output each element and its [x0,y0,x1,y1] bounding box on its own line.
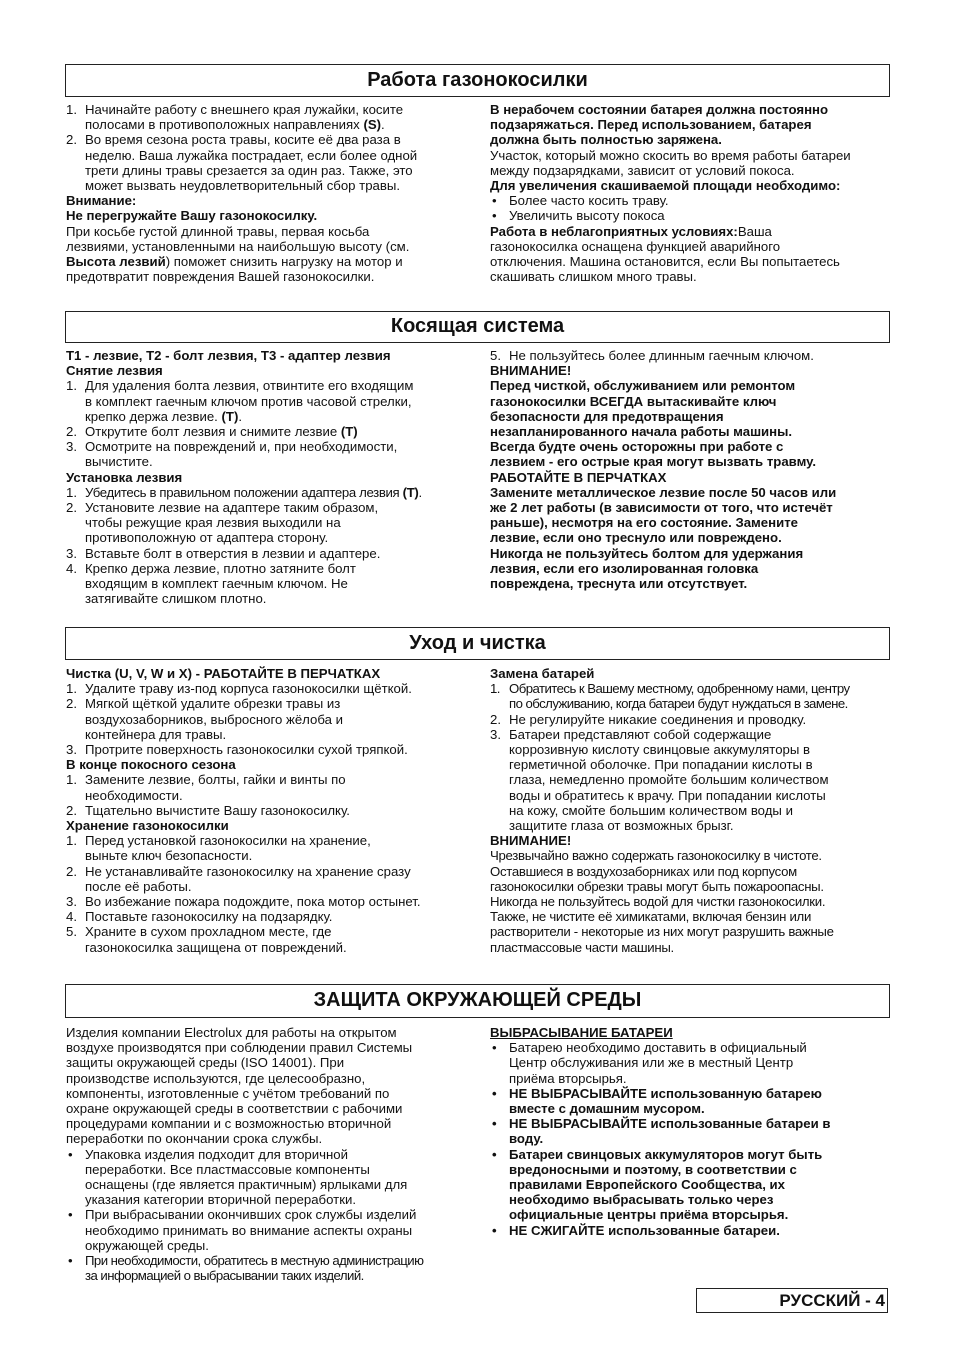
bullet-item: • Батареи свинцовых аккумуляторов могут быть вредоносными и поэтому, в соответствии с правилами Европейского Сообщества, их необходимо выбрасывать только через официальные центры приёма вторсырья. [492,1146,823,1223]
bullet-item: • Упаковка изделия подходит для вторичной переработки. Все пластмассовые компоненты оснащены (где является практичным) ярлыками для указания категории вторичной переработки. [68,1146,408,1208]
list-item: 2. Мягкой щёткой удалите обрезки травы из воздухозаборников, выбросного жёлоба и контейнера для травы. [66,696,343,742]
s4-right-column [490,1025,890,1238]
bullet-item: • Увеличить высоту покоса [492,208,665,224]
warning-subtitle: Не перегружайте Вашу газонокосилку. [66,208,318,224]
list-item: 3. Протрите поверхность газонокосилки сухой тряпкой. [66,742,408,758]
list-item: 3. Батареи представляют собой содержащие коррозивную кислоту свинцовые аккумуляторы в герметичной оболочке. При попадании кислоты в глаза, немедленно промойте большим количеством воды и обратитесь к врачу. При попадании кислоты на кожу, смойте большим количеством воды и защитите глаза от возможных брызг. [490,726,829,834]
list-item: 2. Тщательно вычистите Вашу газонокосилку. [66,802,350,818]
s4-left-column: Изделия компании Electrolux для работы на открытом воздухе производятся при соблюдении правил Системы защиты окружающей среды (ISO 14001). При производстве используются, где целесообразно, компоненты, изготовленные с учётом требований по охране окружающей среды в соответствии с рабочими процедурами компании и с возможностью вторичной переработки по окончании срока службы. • Упаковка изделия подходит для вторичной переработки. Все пластмассовые компоненты оснащены (где является практичным) ярлыками для указания категории вторичной переработки. • При выбрасывании окончивших срок службы изделий необходимо принимать во внимание аспекты охраны окружающей среды. • При необходимости, обратитесь в местную администрацию за информацией о выбрасывании таких изделий. [66,1025,476,1283]
list-item: 2. Открутите болт лезвия и снимите лезвие (T) [66,424,358,440]
bullet-item: • При необходимости, обратитесь в местную администрацию за информацией о выбрасывании таких изделий. [68,1253,424,1284]
bullet-item: • НЕ ВЫБРАСЫВАЙТЕ использованную батарею вместе с домашним мусором. [492,1085,822,1117]
bullet-item: • Батарею необходимо доставить в официальный Центр обслуживания или же в местный Центр приёма вторсырья. [492,1040,807,1086]
list-item: 5. Не пользуйтесь более длинным гаечным ключом. [490,348,814,363]
list-item: 4. Крепко держа лезвие, плотно затяните болт входящим в комплект гаечным ключом. Не затягивайте слишком плотно. [66,560,356,607]
list-item: 1. Убедитесь в правильном положении адаптера лезвия (T). [66,484,422,500]
section-heading-mower-operation: Работа газонокосилки [65,64,890,97]
section-heading-environment: ЗАЩИТА ОКРУЖАЮЩЕЙ СРЕДЫ [65,984,890,1018]
s1-right-column: В нерабочем состоянии батарея должна постоянно подзаряжаться. Перед использованием, батарея должна быть полностью заряжена. Участок, который можно скосить во время работы батареи между подзарядками, зависит от условий покоса. Для увеличения скашиваемой площади необходимо: • Более часто косить траву. • Увеличить высоту покоса Работа в неблагоприятных условиях:Ваша газонокосилка оснащена функцией аварийного отключения. Машина остановится, если Вы попытаетесь скашивать слишком много травы. [490,102,890,284]
list-item: 1. Перед установкой газонокосилки на хранение, выньте ключ безопасности. [66,833,371,864]
bullet-item: • При выбрасывании окончивших срок службы изделий необходимо принимать во внимание аспекты охраны окружающей среды. [68,1207,417,1253]
list-item: 1. Замените лезвие, болты, гайки и винты по необходимости. [66,772,346,803]
s3-left-column: Чистка (U, V, W и X) - РАБОТАЙТЕ В ПЕРЧАТКАХ 1. Удалите траву из-под корпуса газонокосилки щёткой. 2. Мягкой щёткой удалите обрезки травы из воздухозаборников, выбросного жёлоба и контейнера для травы. 3. Протрите поверхность газонокосилки сухой тряпкой. В конце покосного сезона 1. Замените лезвие, болты, гайки и винты по необходимости. 2. Тщательно вычистите Вашу газонокосилку. Хранение газонокосилки 1. Перед установкой газонокосилки на хранение, выньте ключ безопасности. 2. Не устанавливайте газонокосилку на хранение сразу после её работы. 3. Во избежание пожара подождите, пока мотор остынет. 4. Поставьте газонокосилку на подзарядку. 5. Храните в сухом прохладном месте, где газонокосилка защищена от повреждений. [66,666,476,955]
s1-left-column: 1. Начинайте работу с внешнего края лужайки, косите полосами в противоположных направлениях (S). 2. Во время сезона роста травы, косите её два раза в неделю. Ваша лужайка пострадает, если более одной трети длины травы срезается за один раз. Также, это может вызвать неудовлетворительный сбор травы. Внимание: Не перегружайте Вашу газонокосилку. При косьбе густой длинной травы, первая косьба лезвиями, установленными на наибольшую высоту (см. Высота лезвий) поможет снизить нагрузку на мотор и предотвратит повреждения Вашей газонокосилки. [66,102,476,284]
battery-disposal-title: ВЫБРАСЫВАНИЕ БАТАРЕИ [490,1025,673,1040]
section-heading-cutting-system: Косящая система [65,311,890,343]
list-item: 1. Удалите траву из-под корпуса газонокосилки щёткой. [66,681,412,697]
s2-left-column: T1 - лезвие, T2 - болт лезвия, T3 - адаптер лезвия Снятие лезвия 1. Для удаления болта лезвия, отвинтите его входящим в комплект гаечным ключом против часовой стрелки, крепко держа лезвие. (T). 2. Открутите болт лезвия и снимите лезвие (T) 3. Осмотрите на повреждений и, при необходимости, вычистите. Установка лезвия 1. Убедитесь в правильном положении адаптера лезвия (T). 2. Установите лезвие на адаптере таким образом, чтобы режущие края лезвия выходили на противоположную от адаптера сторону. 3. Вставьте болт в отверстия в лезвии и адаптере. 4. Крепко держа лезвие, плотно затяните болт входящим в комплект гаечным ключом. Не затягивайте слишком плотно. [66,348,476,606]
list-item: 3. Осмотрите на повреждений и, при необходимости, вычистите. [66,439,398,470]
list-item: 2. Во время сезона роста травы, косите её два раза в неделю. Ваша лужайка пострадает, если более одной трети длины травы срезается за один раз. Также, это может вызвать неудовлетворительный сбор травы. [66,132,418,194]
bullet-item: • Более часто косить траву. [492,193,669,209]
s3-right-column: Замена батарей 1. Обратитесь к Вашему местному, одобренному нами, центру по обслуживанию, когда батареи будут нуждаться в замене. 2. Не регулируйте никакие соединения и проводку. 3. Батареи представляют собой содержащие коррозивную кислоту свинцовые аккумуляторы в герметичной оболочке. При попадании кислоты в глаза, немедленно промойте большим количеством воды и обратитесь к врачу. При попадании кислоты на кожу, смойте большим количеством воды и защитите глаза от возможных брызг. ВНИМАНИЕ! Чрезвычайно важно содержать газонокосилку в чистоте. Оставшиеся в воздухозаборниках или под корпусом газонокосилки обрезки травы могут быть пожароопасны. Никогда не пользуйтесь водой для чистки газонокосилки. Также, не чистите её химикатами, включая бензин или растворители - некоторые из них могут разрушить важные пластмассовые части машины. [490,666,890,955]
page-footer-label: РУССКИЙ - 4 [696,1288,888,1313]
list-item: 2. Не регулируйте никакие соединения и проводку. [490,711,807,727]
list-item: 4. Поставьте газонокосилку на подзарядку. [66,909,333,925]
warning-title: Внимание: [66,193,137,209]
section-heading-care-cleaning: Уход и чистка [65,627,890,660]
list-item: 1. Начинайте работу с внешнего края лужайки, косите полосами в противоположных направлениях (S). [66,102,404,133]
list-item: 3. Во избежание пожара подождите, пока мотор остынет. [66,894,421,910]
list-item: 2. Не устанавливайте газонокосилку на хранение сразу после её работы. [66,863,411,894]
list-item: 2. Установите лезвие на адаптере таким образом, чтобы режущие края лезвия выходили на противоположную от адаптера сторону. [66,500,379,546]
bullet-item: • НЕ СЖИГАЙТЕ использованные батареи. [492,1222,780,1238]
list-item: 5. Храните в сухом прохладном месте, где газонокосилка защищена от повреждений. [66,924,347,955]
list-item: 3. Вставьте болт в отверстия в лезвии и адаптере. [66,545,381,561]
bullet-item: • НЕ ВЫБРАСЫВАЙТЕ использованные батареи в воду. [492,1116,831,1147]
s2-right-column: 5. Не пользуйтесь более длинным гаечным ключом. ВНИМАНИЕ! Перед чисткой, обслуживанием или ремонтом газонокосилки ВСЕГДА вытаскивайте ключ безопасности для предотвращения незапланированного начала работы машины. Всегда будте очень осторожны при работе с лезвием - его острые края могут вызвать травму. РАБОТАЙТЕ В ПЕРЧАТКАХ Замените металлическое лезвие после 50 часов или же 2 лет работы (в зависимости от того, что истечёт раньше), несмотря на его состояние. Замените лезвие, если оно треснуло или повреждено. Никогда не пользуйтесь болтом для удержания лезвия, если его изолированная головка повреждена, треснута или отсутствует. [490,348,890,591]
list-item: 1. Для удаления болта лезвия, отвинтите его входящим в комплект гаечным ключом против часовой стрелки, крепко держа лезвие. (T). [66,378,414,424]
list-item: 1. Обратитесь к Вашему местному, одобренному нами, центру по обслуживанию, когда батареи будут нуждаться в замене. [490,681,850,712]
